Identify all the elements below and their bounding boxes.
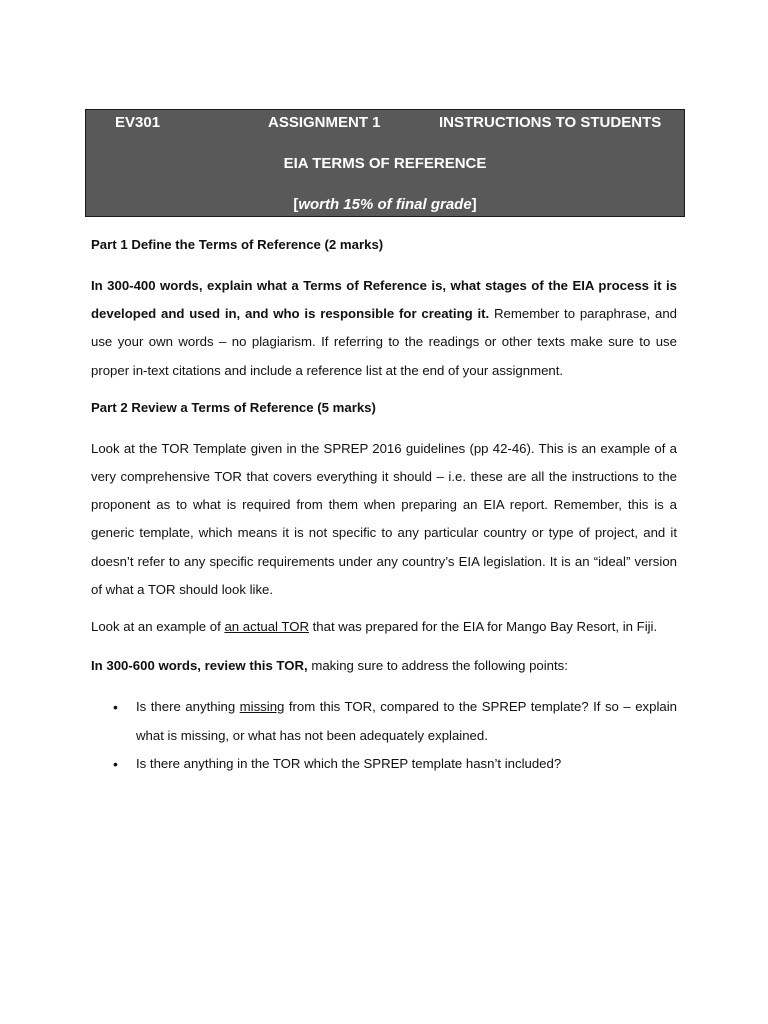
bullet1-after: from this TOR, compared to the SPREP template? If so – explain what is missing, or what has not been adequately explained. — [136, 699, 677, 743]
bullet1-before: Is there anything — [136, 699, 240, 715]
grade-weight-text: worth 15% of final grade — [298, 196, 472, 213]
part2-paragraph-template: Look at the TOR Template given in the SPREP 2016 guidelines (pp 42-46). This is an example of a very comprehensive TOR that covers everything it should – i.e. these are all the instructions to the proponent as to what is required from them when preparing an EIA report. Remember, this is a generic template, which means it is not specific to any particular country or type of project, and it doesn’t refer to any specific requirements under any country’s EIA legislation. It is an “ideal” version of what a TOR should look like. — [91, 440, 677, 597]
grade-weight-close-bracket: ] — [471, 196, 477, 213]
instructions-label: INSTRUCTIONS TO STUDENTS — [439, 114, 662, 131]
part2-review-bold: In 300-600 words, review this TOR, — [91, 658, 308, 674]
course-code: EV301 — [115, 114, 161, 131]
list-item — [91, 693, 677, 750]
assignment-title: EIA TERMS OF REFERENCE — [283, 155, 487, 172]
part2-review-rest: making sure to address the following points: — [307, 658, 568, 674]
assignment-header-box — [85, 109, 685, 217]
grade-weight — [86, 196, 684, 213]
review-points-list — [91, 693, 677, 779]
part1-instructions — [91, 272, 677, 385]
part2-example-after: that was prepared for the EIA for Mango Bay Resort, in Fiji. — [308, 619, 658, 635]
part2-heading: Part 2 Review a Terms of Reference (5 marks) — [91, 399, 376, 415]
part1-heading: Part 1 Define the Terms of Reference (2 marks) — [91, 237, 384, 252]
bullet1-missing-underlined: missing — [239, 699, 285, 715]
part2-example-before: Look at an example of — [91, 619, 225, 635]
assignment-number: ASSIGNMENT 1 — [268, 114, 381, 131]
part2-paragraph-example — [91, 615, 677, 639]
list-item — [91, 750, 677, 779]
bullet-icon: • — [113, 756, 118, 773]
bullet-icon: • — [113, 699, 118, 716]
part2-review-instructions — [91, 654, 677, 678]
part1-bold-instructions: In 300-400 words, explain what a Terms of Reference is, what stages of the EIA process it is developed and used in, and who is responsible for creating it. — [91, 278, 677, 322]
actual-tor-link[interactable]: an actual TOR — [224, 619, 309, 635]
part1-instructions-rest: Remember to paraphrase, and use your own words – no plagiarism. If referring to the readings or other texts make sure to use proper in-text citations and include a reference list at the end of your assignment. — [91, 306, 678, 378]
grade-weight-open-bracket: [ — [293, 196, 299, 213]
bullet2-text: Is there anything in the TOR which the SPREP template hasn’t included? — [136, 756, 562, 772]
assignment-body — [91, 233, 677, 779]
